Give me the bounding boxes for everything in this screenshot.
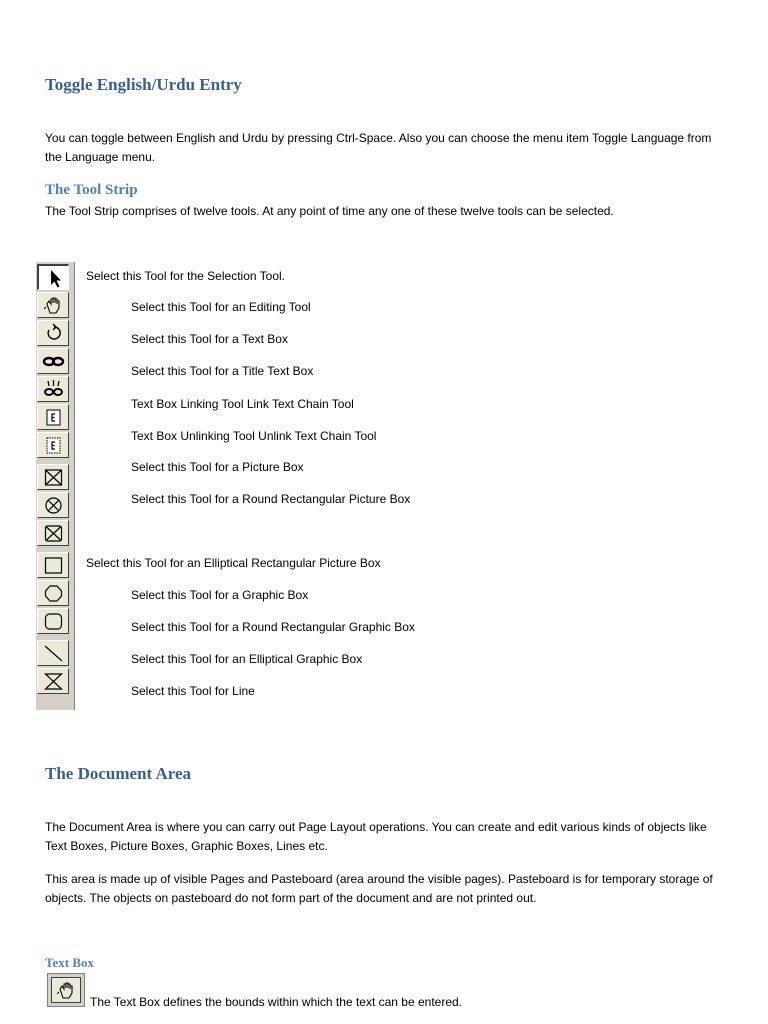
graphic-box-icon bbox=[41, 555, 66, 576]
round-picture-box-icon bbox=[41, 495, 66, 516]
title-text-box-icon bbox=[41, 435, 66, 456]
tool-label: Select this Tool for a Picture Box bbox=[131, 460, 304, 474]
graphic-box-tool-button[interactable] bbox=[37, 552, 69, 578]
editing-tool-button[interactable] bbox=[37, 292, 69, 318]
heading-toggle-language: Toggle English/Urdu Entry bbox=[45, 75, 242, 94]
editing-hand-icon bbox=[54, 980, 79, 1001]
link-tool-button[interactable] bbox=[37, 348, 69, 374]
round-picture-box-tool-button[interactable] bbox=[37, 492, 69, 518]
editing-hand-icon bbox=[41, 295, 66, 316]
rotate-icon bbox=[41, 323, 66, 344]
unlink-chain-icon bbox=[41, 379, 66, 400]
tool-label: Text Box Unlinking Tool Unlink Text Chain Tool bbox=[131, 429, 377, 443]
paragraph-document-area-1: The Document Area is where you can carry out Page Layout operations. You can create and edit various kinds of objects like Text Boxes, Picture Boxes, Graphic Boxes, Lines etc. bbox=[45, 820, 707, 853]
paragraph-tool-strip: The Tool Strip comprises of twelve tools. At any point of time any one of these twelve tools can be selected. bbox=[45, 204, 614, 218]
heading-tool-strip: The Tool Strip bbox=[45, 182, 138, 198]
elliptical-graphic-box-icon bbox=[41, 583, 66, 604]
text-box-tool-illustration bbox=[47, 973, 85, 1007]
link-chain-icon bbox=[41, 351, 66, 372]
tool-label: Select this Tool for the Selection Tool. bbox=[86, 269, 286, 283]
round-graphic-box-icon bbox=[41, 611, 66, 632]
unlink-tool-button[interactable] bbox=[37, 376, 69, 402]
text-box-icon bbox=[41, 407, 66, 428]
selection-tool-button[interactable] bbox=[37, 264, 69, 290]
rect-picture-box-icon bbox=[41, 523, 66, 544]
rotate-tool-button[interactable] bbox=[37, 320, 69, 346]
line-tool-button[interactable] bbox=[37, 640, 69, 666]
tool-strip bbox=[36, 262, 75, 710]
tool-label: Select this Tool for an Elliptical Graphic Box bbox=[131, 652, 363, 666]
tool-label: Select this Tool for a Graphic Box bbox=[131, 588, 309, 602]
tool-label: Text Box Linking Tool Link Text Chain Tool bbox=[131, 397, 354, 411]
picture-box-tool-button[interactable] bbox=[37, 464, 69, 490]
paragraph-toggle-language: You can toggle between English and Urdu by pressing Ctrl-Space. Also you can choose the menu item Toggle Language from the Language menu. bbox=[45, 131, 712, 164]
rect-picture-box-tool-button[interactable] bbox=[37, 520, 69, 546]
heading-text-box: Text Box bbox=[45, 955, 94, 970]
hourglass-tool-button[interactable] bbox=[37, 668, 69, 694]
line-icon bbox=[41, 643, 66, 664]
tool-label: Select this Tool for an Editing Tool bbox=[131, 300, 311, 314]
tool-label: Select this Tool for a Round Rectangular Picture Box bbox=[131, 492, 411, 506]
selection-arrow-icon bbox=[42, 268, 67, 289]
title-text-box-tool-button[interactable] bbox=[37, 432, 69, 458]
tool-label: Select this Tool for Line bbox=[131, 684, 255, 698]
tool-label: Select this Tool for a Text Box bbox=[131, 332, 288, 346]
hourglass-icon bbox=[41, 671, 66, 692]
tool-label: Select this Tool for a Round Rectangular Graphic Box bbox=[131, 620, 415, 634]
tool-label: Select this Tool for an Elliptical Rectangular Picture Box bbox=[86, 556, 381, 570]
paragraph-text-box: The Text Box defines the bounds within which the text can be entered. bbox=[90, 995, 463, 1009]
elliptical-graphic-box-tool-button[interactable] bbox=[37, 580, 69, 606]
tool-label: Select this Tool for a Title Text Box bbox=[131, 364, 314, 378]
paragraph-document-area-2: This area is made up of visible Pages and Pasteboard (area around the visible pages). Pasteboard is for temporary storage of objects. The objects on pasteboard do not form part of the document and are not printed out. bbox=[45, 872, 713, 905]
text-box-tool-button[interactable] bbox=[37, 404, 69, 430]
round-graphic-box-tool-button[interactable] bbox=[37, 608, 69, 634]
picture-box-icon bbox=[41, 467, 66, 488]
heading-document-area: The Document Area bbox=[45, 764, 192, 783]
